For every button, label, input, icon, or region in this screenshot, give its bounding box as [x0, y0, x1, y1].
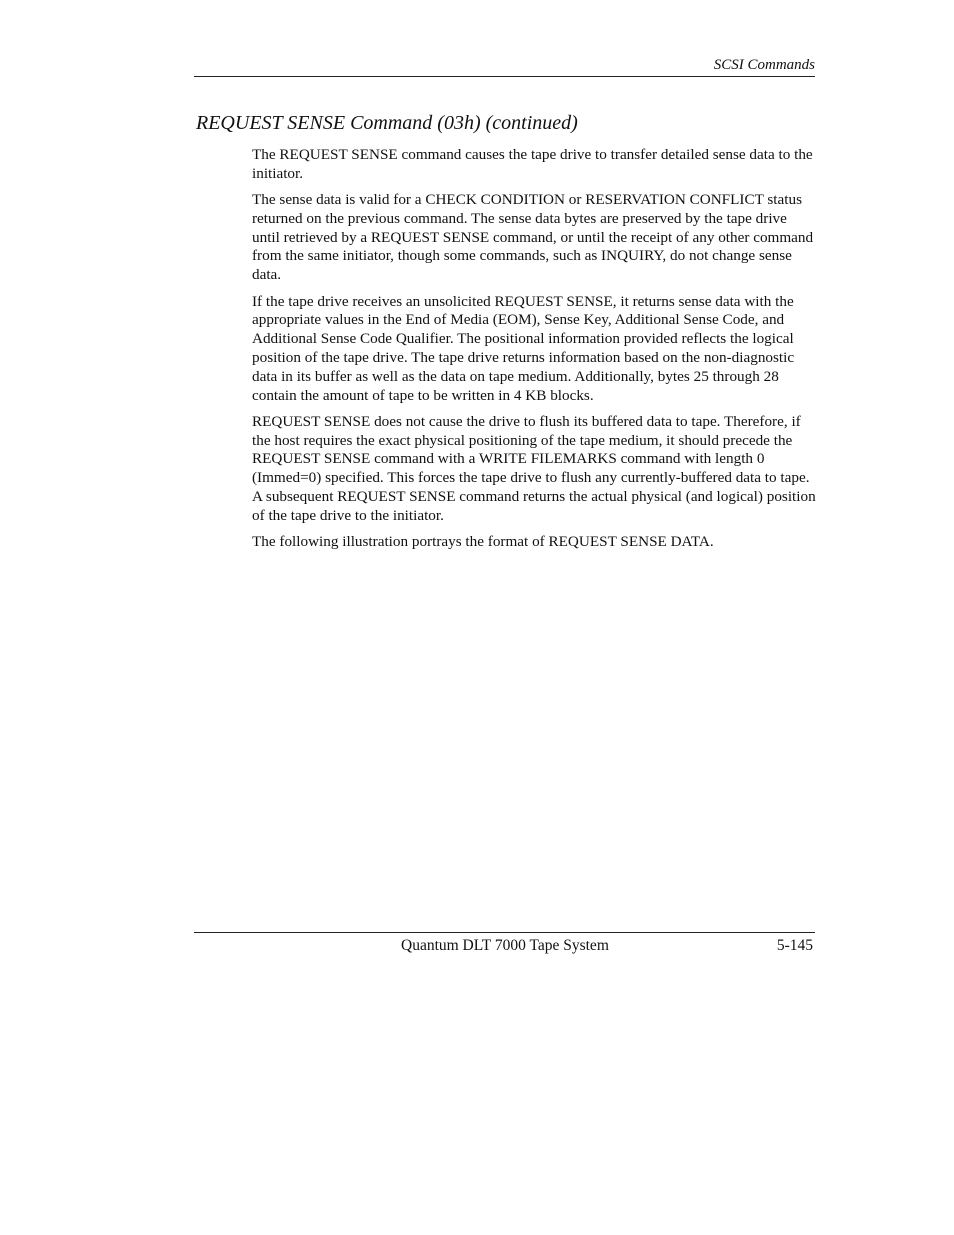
running-header-title: SCSI Commands [713, 57, 815, 73]
paragraph-flush: REQUEST SENSE does not cause the drive to flush its buffered data to tape. Therefore, if the host requires the exact physical positioning of the tape medium, it should precede the REQUEST SENSE command with a WRITE FILEMARKS command with length 0 (Immed=0) specified. This forces the tape drive to flush any currently-buffered data to tape. A subsequent REQUEST SENSE command returns the actual physical (and logical) position of the tape drive to the initiator. [252, 412, 816, 524]
paragraph-intro: The REQUEST SENSE command causes the tape drive to transfer detailed sense data to the initiator. [252, 146, 813, 182]
running-header [194, 55, 815, 77]
paragraph-validity: The sense data is valid for a CHECK CONDITION or RESERVATION CONFLICT status returned on the previous command. The sense data bytes are preserved by the tape drive until retrieved by a REQUEST SENSE command, or until the receipt of any other command from the same initiator, though some commands, such as INQUIRY, do not change sense data. [252, 191, 814, 284]
paragraph-illustration-note: The following illustration portrays the format of REQUEST SENSE DATA. [252, 533, 714, 551]
page-footer [194, 932, 815, 957]
footer-product-name: Quantum DLT 7000 Tape System [401, 937, 609, 954]
paragraph-unsolicited: If the tape drive receives an unsolicited REQUEST SENSE, it returns sense data with the appropriate values in the End of Media (EOM), Sense Key, Additional Sense Code, and Additional Sense Code Qualifier. The positional information provided reflects the logical position of the tape drive. The tape drive returns information based on the non-diagnostic data in its buffer as well as the data on tape medium. Additionally, bytes 25 through 28 contain the amount of tape to be written in 4 KB blocks. [252, 292, 795, 404]
footer-page-number: 5-145 [776, 937, 813, 954]
body-text [252, 146, 818, 559]
section-title: REQUEST SENSE Command (03h) (continued) [196, 112, 578, 134]
